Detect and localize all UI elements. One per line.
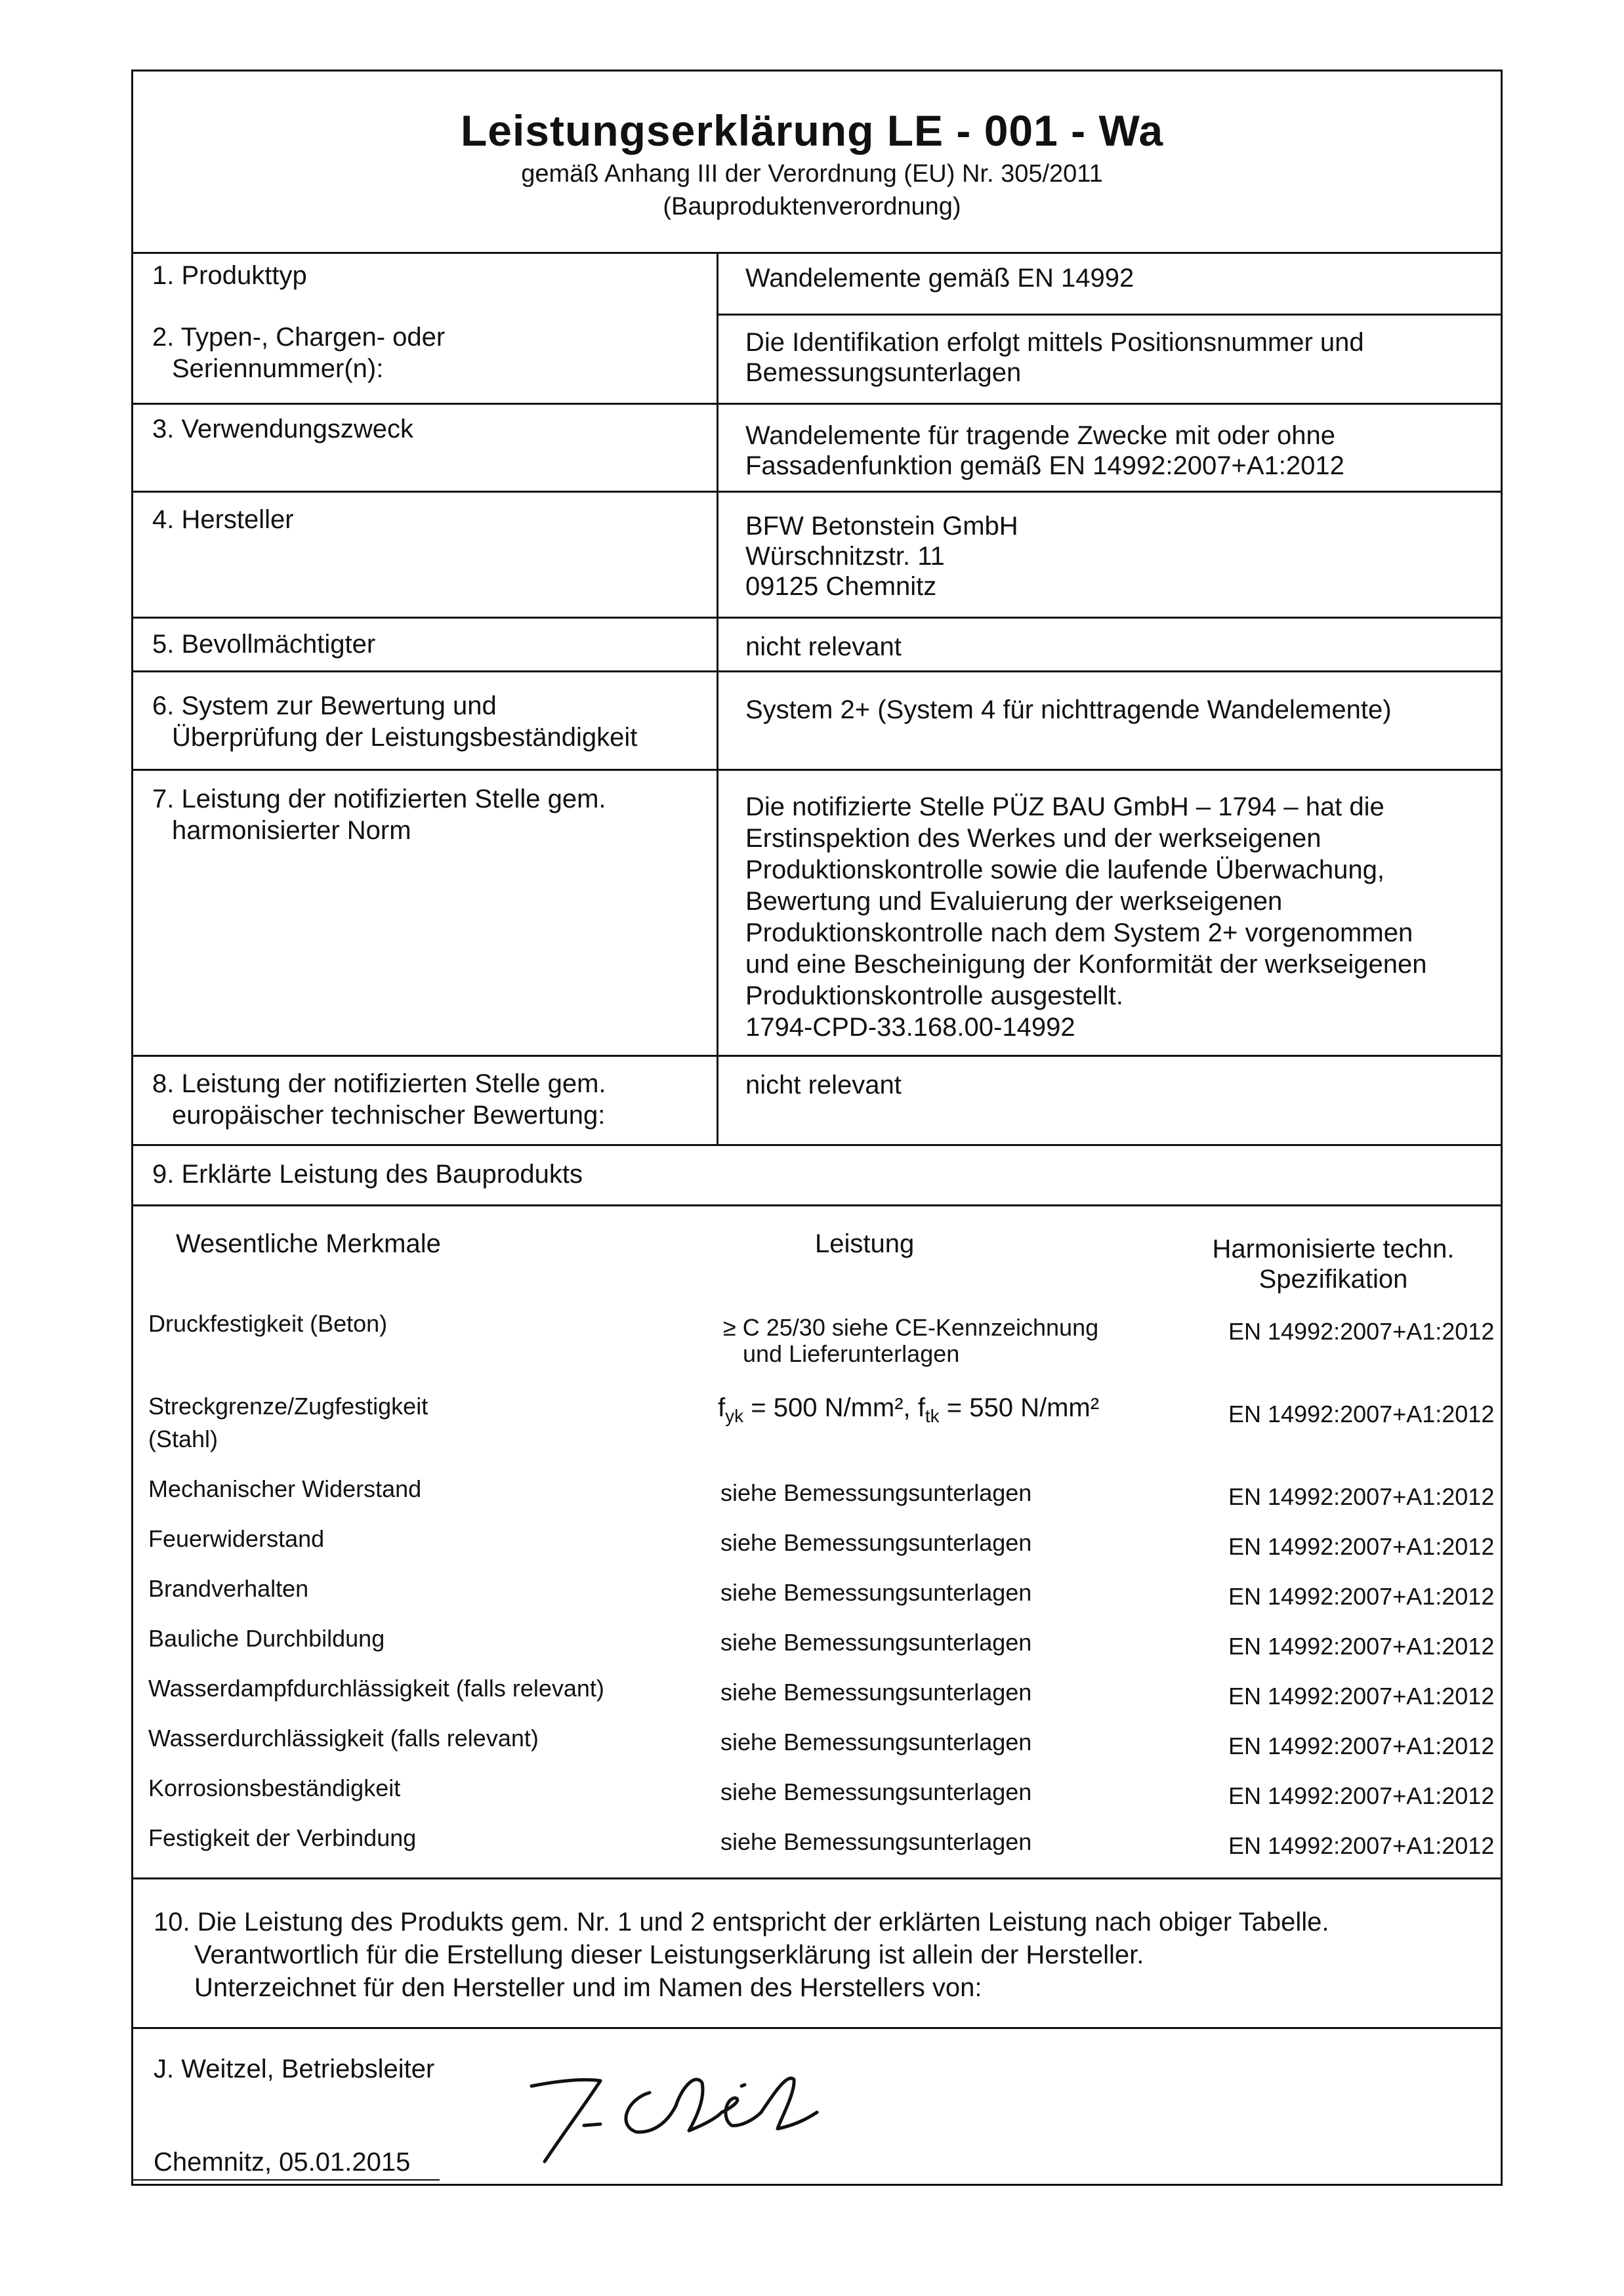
document-title: Leistungserklärung LE - 001 - Wa	[460, 106, 1164, 155]
row-value: Die Identifikation erfolgt mittels Positionsnummer und	[745, 328, 1364, 357]
row-value: Produktionskontrolle nach dem System 2+ vorgenommen	[745, 918, 1413, 947]
divider	[131, 491, 1503, 493]
divider	[131, 252, 1503, 254]
column-header-spezifikation-2: Spezifikation	[1259, 1265, 1408, 1294]
row-value: 1794-CPD-33.168.00-14992	[745, 1013, 1075, 1042]
leistung: siehe Bemessungsunterlagen	[720, 1729, 1032, 1755]
section-9-title: 9. Erklärte Leistung des Bauprodukts	[152, 1160, 583, 1189]
merkmal: Wasserdurchlässigkeit (falls relevant)	[148, 1725, 539, 1752]
leistung: siehe Bemessungsunterlagen	[720, 1679, 1032, 1706]
merkmal: Korrosionsbeständigkeit	[148, 1774, 401, 1801]
leistung: siehe Bemessungsunterlagen	[720, 1629, 1032, 1656]
divider	[718, 314, 1503, 316]
leistung: ≥ C 25/30 siehe CE-Kennzeichnung	[723, 1314, 1099, 1341]
row-value: und eine Bescheinigung der Konformität der werkseigenen	[745, 950, 1427, 979]
row-value: Fassadenfunktion gemäß EN 14992:2007+A1:2012	[745, 451, 1344, 480]
signature-underline	[131, 2179, 440, 2181]
leistung-formula: $f_{yk} = 500$ N/mm², $f_{tk} = 550$ N/mm²	[718, 1393, 1100, 1426]
row-value: nicht relevant	[745, 1071, 902, 1099]
row-label: 4. Hersteller	[152, 505, 294, 534]
leistung: und Lieferunterlagen	[743, 1340, 960, 1367]
merkmal: Feuerwiderstand	[148, 1525, 325, 1552]
merkmal: Festigkeit der Verbindung	[148, 1824, 417, 1851]
row-label: 8. Leistung der notifizierten Stelle gem.	[152, 1069, 606, 1098]
row-label: 5. Bevollmächtigter	[152, 630, 376, 659]
divider	[131, 769, 1503, 771]
row-value: Produktionskontrolle ausgestellt.	[745, 981, 1123, 1010]
row-label: 7. Leistung der notifizierten Stelle gem.	[152, 785, 606, 813]
column-divider	[717, 252, 718, 1144]
merkmal: Streckgrenze/Zugfestigkeit	[148, 1393, 428, 1420]
handwritten-signature	[486, 2047, 853, 2178]
row-value: System 2+ (System 4 für nichttragende Wandelemente)	[745, 695, 1392, 724]
row-value: nicht relevant	[745, 632, 902, 661]
column-header-spezifikation: Harmonisierte techn.	[1212, 1235, 1455, 1263]
column-header-merkmale: Wesentliche Merkmale	[176, 1229, 441, 1258]
divider	[131, 617, 1503, 619]
row-label: harmonisierter Norm	[172, 816, 411, 845]
spezifikation: EN 14992:2007+A1:2012	[1228, 1732, 1495, 1759]
row-label: Überprüfung der Leistungsbeständigkeit	[172, 723, 638, 752]
spezifikation: EN 14992:2007+A1:2012	[1228, 1633, 1495, 1660]
merkmal: Mechanischer Widerstand	[148, 1475, 422, 1502]
leistung: siehe Bemessungsunterlagen	[720, 1579, 1032, 1606]
section-10-line: 10. Die Leistung des Produkts gem. Nr. 1 und 2 entspricht der erklärten Leistung nach obiger Tabelle.	[154, 1908, 1329, 1937]
merkmal: (Stahl)	[148, 1425, 219, 1452]
leistung: siehe Bemessungsunterlagen	[720, 1529, 1032, 1556]
spezifikation: EN 14992:2007+A1:2012	[1228, 1401, 1495, 1427]
row-value: Erstinspektion des Werkes und der werkseigenen	[745, 824, 1322, 853]
row-value: BFW Betonstein GmbH	[745, 512, 1018, 541]
column-header-leistung: Leistung	[815, 1229, 915, 1258]
row-value: Die notifizierte Stelle PÜZ BAU GmbH – 1794 – hat die	[745, 792, 1385, 821]
merkmal: Druckfestigkeit (Beton)	[148, 1310, 388, 1337]
row-label: Seriennummer(n):	[172, 354, 384, 383]
signatory-name: J. Weitzel, Betriebsleiter	[154, 2055, 435, 2083]
document-subtitle-2: (Bauproduktenverordnung)	[663, 193, 961, 220]
leistung: siehe Bemessungsunterlagen	[720, 1828, 1032, 1855]
row-value: Würschnitzstr. 11	[745, 542, 945, 571]
row-value: 09125 Chemnitz	[745, 572, 937, 601]
row-label: 1. Produkttyp	[152, 261, 307, 290]
row-value: Bemessungsunterlagen	[745, 358, 1022, 387]
row-value: Produktionskontrolle sowie die laufende Überwachung,	[745, 855, 1385, 884]
spezifikation: EN 14992:2007+A1:2012	[1228, 1583, 1495, 1610]
row-value: Bewertung und Evaluierung der werkseigenen	[745, 887, 1283, 916]
row-label: 6. System zur Bewertung und	[152, 691, 497, 720]
row-label: europäischer technischer Bewertung:	[172, 1101, 606, 1130]
section-10-line: Unterzeichnet für den Hersteller und im Namen des Herstellers von:	[194, 1973, 982, 2002]
spezifikation: EN 14992:2007+A1:2012	[1228, 1683, 1495, 1710]
divider	[131, 1877, 1503, 1879]
spezifikation: EN 14992:2007+A1:2012	[1228, 1782, 1495, 1809]
leistung: siehe Bemessungsunterlagen	[720, 1778, 1032, 1805]
document-subtitle: gemäß Anhang III der Verordnung (EU) Nr. 305/2011	[521, 160, 1103, 188]
row-value: Wandelemente gemäß EN 14992	[745, 264, 1135, 293]
spezifikation: EN 14992:2007+A1:2012	[1228, 1318, 1495, 1345]
divider	[131, 1144, 1503, 1146]
spezifikation: EN 14992:2007+A1:2012	[1228, 1533, 1495, 1560]
merkmal: Wasserdampfdurchlässigkeit (falls relevant)	[148, 1675, 604, 1702]
row-label: 3. Verwendungszweck	[152, 415, 414, 443]
spezifikation: EN 14992:2007+A1:2012	[1228, 1483, 1495, 1510]
divider	[131, 1204, 1503, 1206]
divider	[131, 1055, 1503, 1057]
divider	[131, 670, 1503, 672]
spezifikation: EN 14992:2007+A1:2012	[1228, 1832, 1495, 1859]
divider	[131, 403, 1503, 405]
row-label: 2. Typen-, Chargen- oder	[152, 323, 446, 352]
leistung: siehe Bemessungsunterlagen	[720, 1479, 1032, 1506]
section-10-line: Verantwortlich für die Erstellung dieser Leistungserklärung ist allein der Hersteller.	[194, 1940, 1144, 1969]
divider	[131, 2027, 1503, 2029]
merkmal: Bauliche Durchbildung	[148, 1625, 385, 1652]
merkmal: Brandverhalten	[148, 1575, 309, 1602]
row-value: Wandelemente für tragende Zwecke mit oder ohne	[745, 421, 1336, 450]
place-date: Chemnitz, 05.01.2015	[154, 2148, 411, 2177]
